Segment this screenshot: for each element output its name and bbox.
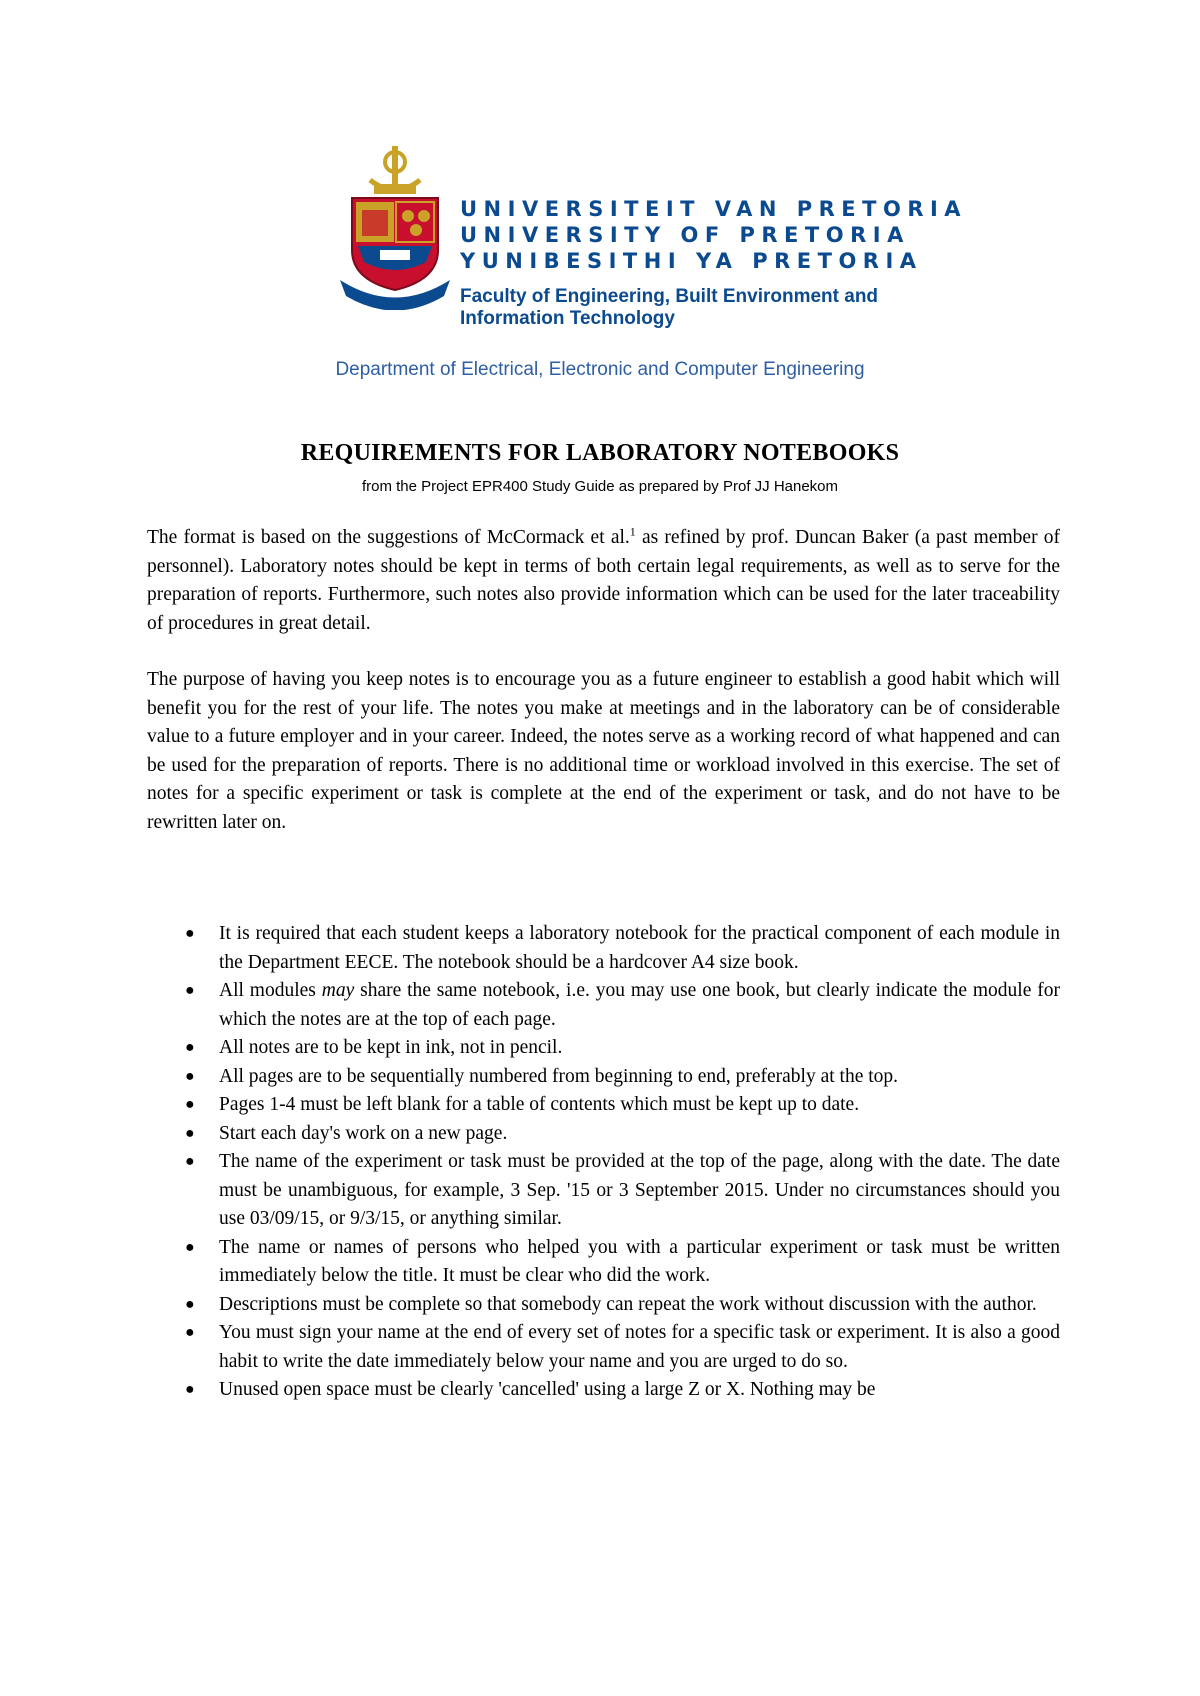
university-logo xyxy=(340,140,968,340)
list-item-emphasis: may xyxy=(321,980,355,1001)
paragraph-intro-end: as refined by prof. Duncan Baker (a past member of personnel). Laboratory notes should be kept in terms of both certain legal requirements, as well as to serve for the preparation of reports. Furthermore, such notes also provide information which can be used for the later traceability of procedures in great detail. xyxy=(147,527,1061,634)
bullet-icon: ● xyxy=(185,1153,195,1170)
bullet-icon: ● xyxy=(185,982,195,999)
list-item-text: Descriptions must be complete so that somebody can repeat the work without discussion with the author. xyxy=(219,1293,1037,1315)
list-item-text: Unused open space must be clearly 'cancelled' using a large Z or X. Nothing may be xyxy=(219,1379,876,1400)
list-item xyxy=(147,977,1060,1034)
university-name-afrikaans: UNIVERSITEIT VAN PRETORIA xyxy=(460,197,968,221)
crest-icon xyxy=(340,140,450,310)
requirements-list xyxy=(147,920,1060,1405)
university-name-sepedi: YUNIBESITHI YA PRETORIA xyxy=(460,249,923,273)
list-item xyxy=(147,1120,1060,1149)
page-subtitle: from the Project EPR400 Study Guide as prepared by Prof JJ Hanekom xyxy=(361,478,839,495)
list-item-text: It is required that each student keeps a laboratory notebook for the practical component of each module in the Department EECE. The notebook should be a hardcover A4 size book. xyxy=(219,923,1060,973)
bullet-icon: ● xyxy=(185,1039,195,1056)
faculty-name xyxy=(460,286,880,330)
paragraph-intro xyxy=(147,524,1060,638)
list-item-text: You must sign your name at the end of every set of notes for a specific task or experiment. It is also a good habit to write the date immediately below your name and you are urged to do so. xyxy=(219,1322,1060,1372)
department-name: Department of Electrical, Electronic and Computer Engineering xyxy=(335,359,865,380)
footnote-reference: 1 xyxy=(629,524,636,539)
list-item-text: The name or names of persons who helped you with a particular experiment or task must be written immediately below the title. It must be clear who did the work. xyxy=(219,1236,1060,1286)
list-item xyxy=(147,1291,1060,1320)
bullet-icon: ● xyxy=(185,1381,195,1398)
faculty-line-1: Faculty of Engineering, Built Environment and xyxy=(460,286,879,307)
bullet-icon: ● xyxy=(185,1295,195,1313)
university-name-english: UNIVERSITY OF PRETORIA xyxy=(460,223,910,247)
list-item-text: The name of the experiment or task must be provided at the top of the page, along with the date. The date must be unambiguous, for example, 3 Sep. '15 or 3 September 2015. Under no circumstances should you use 03/09/15, or 9/3/15, or anything similar. xyxy=(219,1151,1060,1229)
bullet-icon: ● xyxy=(185,1067,195,1085)
list-item-text: All pages are to be sequentially numbered from beginning to end, preferably at the top. xyxy=(219,1065,899,1087)
list-item-text-end: share the same notebook, i.e. you may use one book, but clearly indicate the module for which the notes are at the top of each page. xyxy=(219,980,1060,1030)
list-item xyxy=(147,1034,1060,1063)
paragraph-intro-start: The format is based on the suggestions of McCormack et al. xyxy=(147,527,630,548)
faculty-line-2: Information Technology xyxy=(460,308,675,329)
list-item xyxy=(147,1148,1060,1234)
list-item-text: Start each day's work on a new page. xyxy=(219,1122,508,1144)
bullet-icon: ● xyxy=(185,1238,195,1256)
list-item xyxy=(147,1376,1060,1405)
list-item xyxy=(147,1063,1060,1092)
bullet-icon: ● xyxy=(185,925,195,942)
list-item xyxy=(147,1319,1060,1376)
bullet-icon: ● xyxy=(185,1096,195,1113)
list-item-text-start: All modules xyxy=(219,980,322,1001)
list-item xyxy=(147,1091,1060,1120)
list-item xyxy=(147,1234,1060,1291)
list-item-text: Pages 1-4 must be left blank for a table of contents which must be kept up to date. xyxy=(219,1094,860,1115)
list-item-text: All notes are to be kept in ink, not in pencil. xyxy=(219,1037,563,1058)
paragraph-purpose: The purpose of having you keep notes is to encourage you as a future engineer to establish a good habit which will benefit you for the rest of your life. The notes you make at meetings and in the laboratory can be of considerable value to a future employer and in your career. Indeed, the notes serve as a working record of what happened and can be used for the preparation of reports. There is no additional time or workload involved in this exercise. The set of notes for a specific experiment or task is complete at the end of the experiment or task, and do not have to be rewritten later on. xyxy=(147,669,1060,833)
bullet-icon: ● xyxy=(185,1324,195,1341)
bullet-icon: ● xyxy=(185,1124,195,1142)
list-item xyxy=(147,920,1060,977)
page-title: REQUIREMENTS FOR LABORATORY NOTEBOOKS xyxy=(300,440,900,466)
